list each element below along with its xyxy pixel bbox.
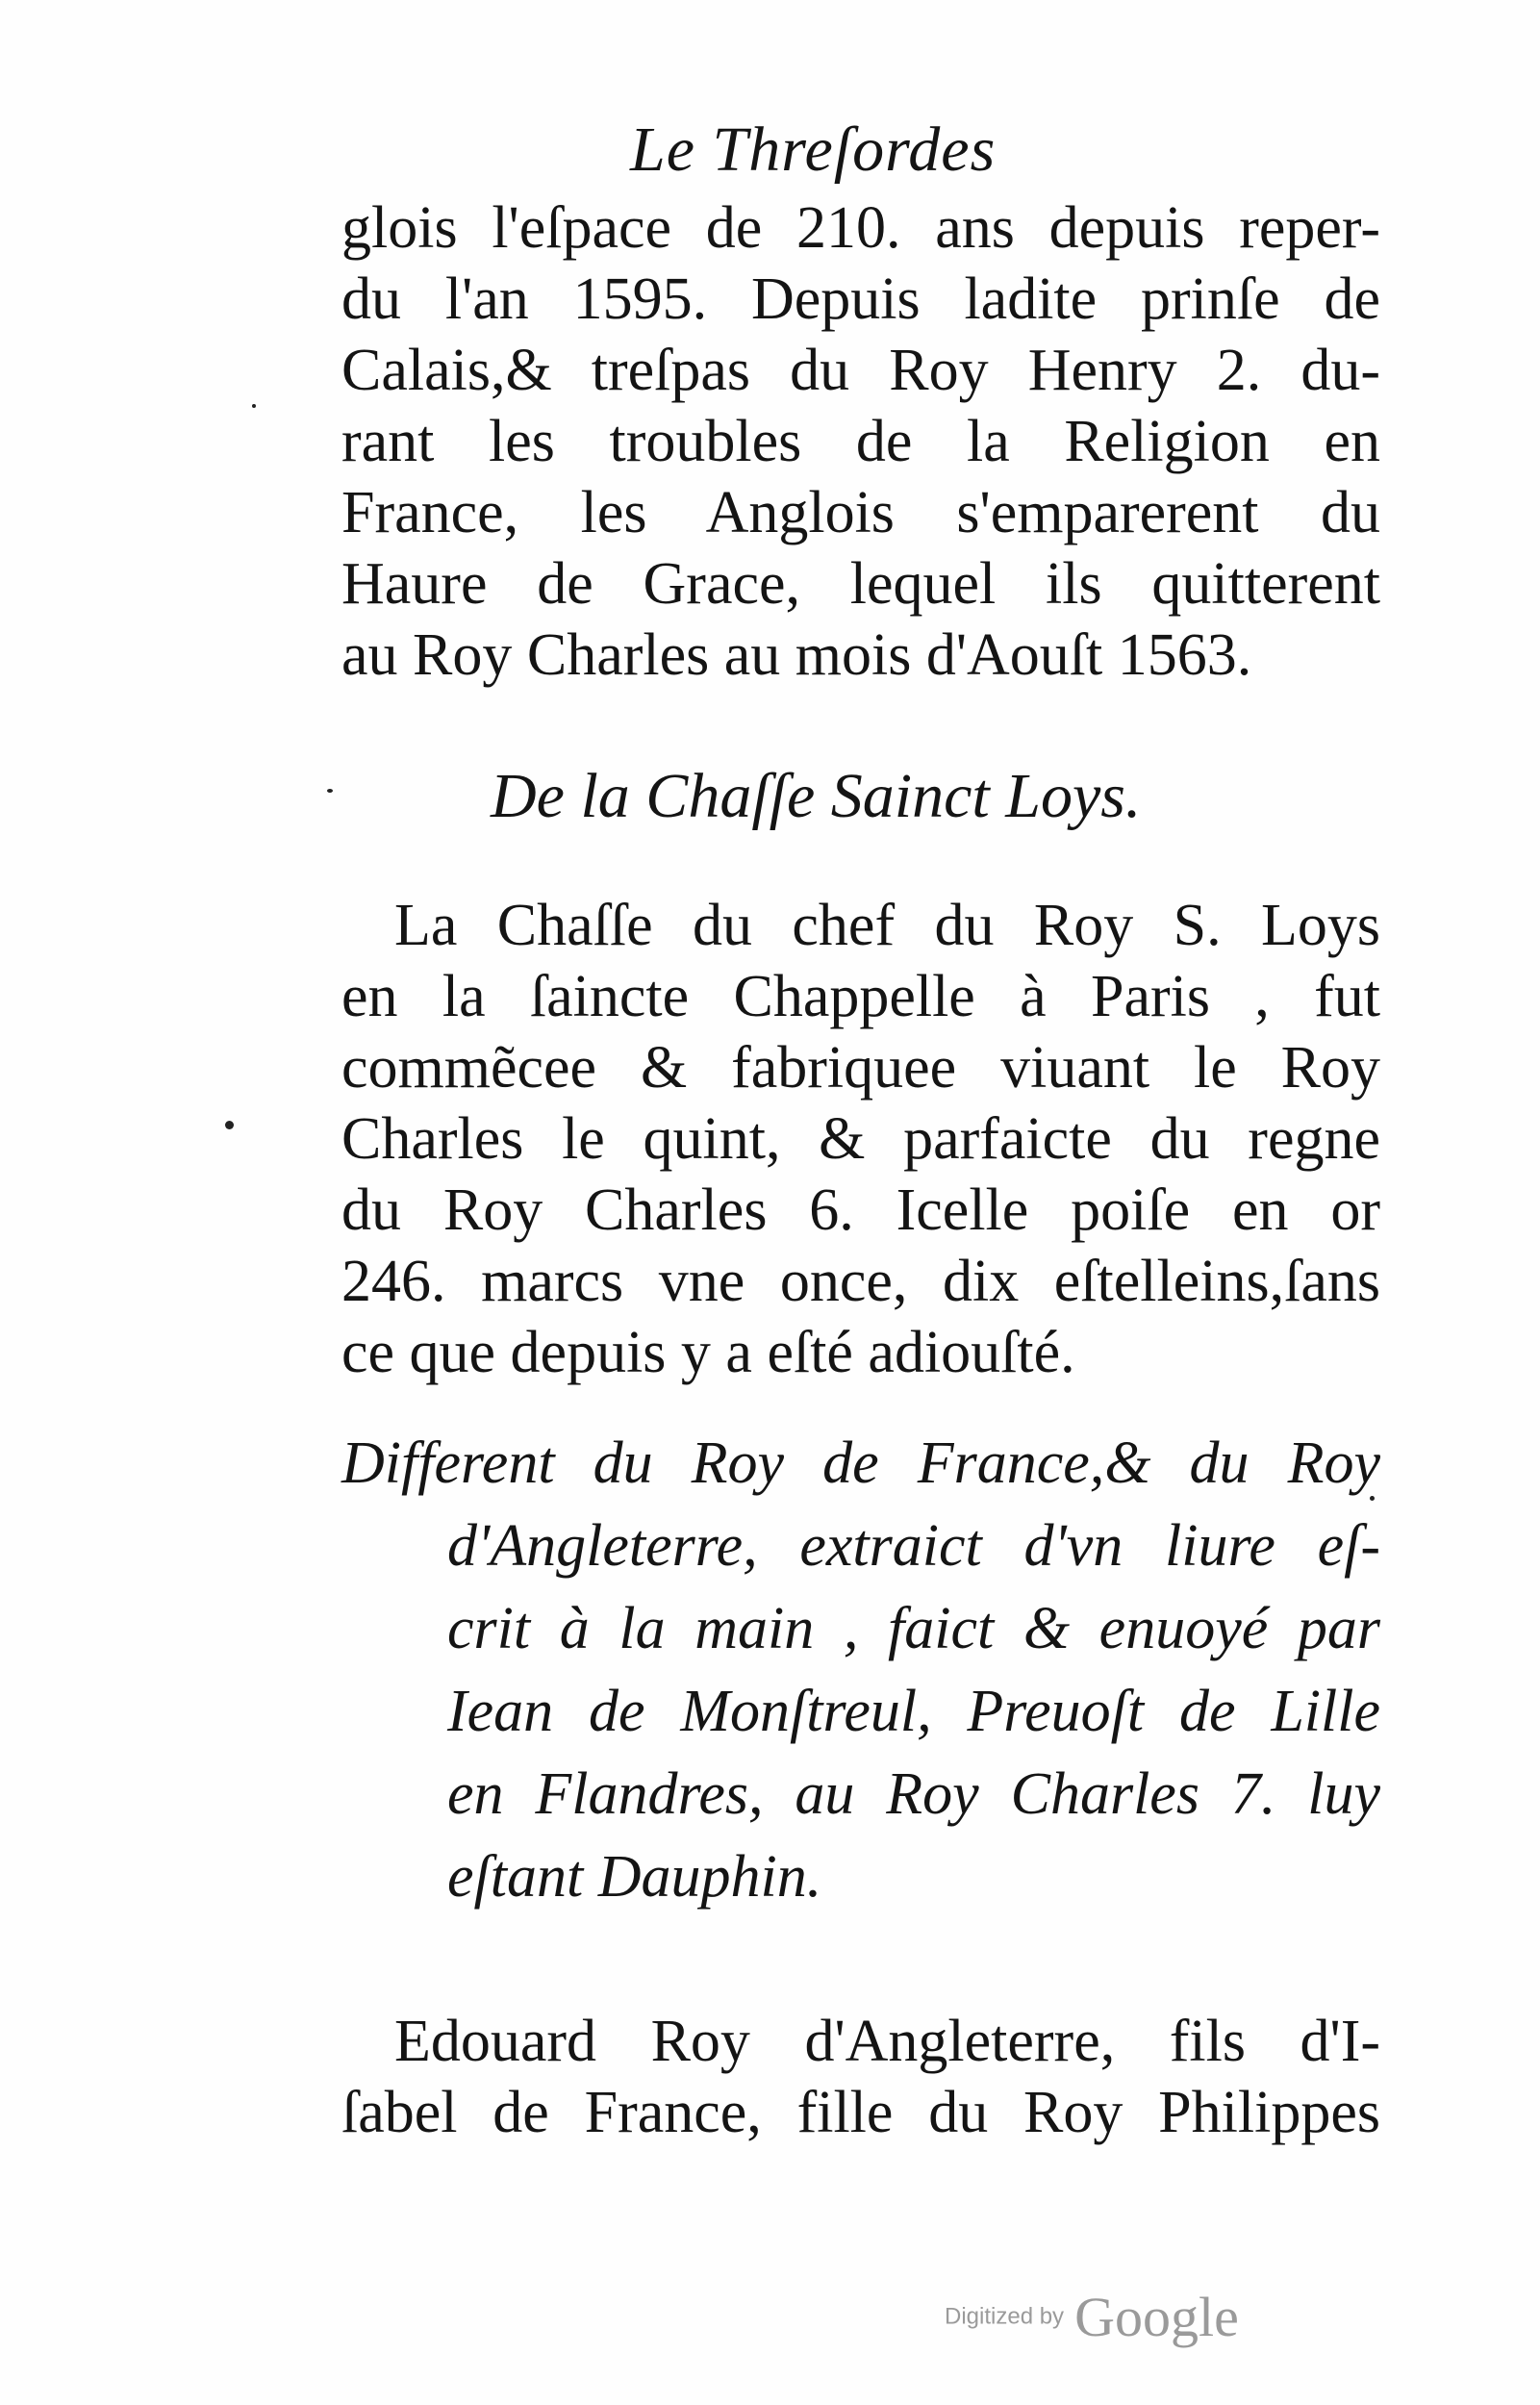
text-line: rant les troubles de la Religion en bbox=[341, 409, 1380, 474]
text-line: en la ſaincte Chappelle à Paris , fut bbox=[341, 964, 1380, 1029]
text-line: France, les Anglois s'emparerent du bbox=[341, 480, 1380, 545]
scan-speck bbox=[327, 789, 333, 793]
text-line: ce que depuis y a eſté adiouſté. bbox=[341, 1320, 1075, 1385]
text-line: 246. marcs vne once, dix eſtelleins,ſans bbox=[341, 1249, 1380, 1314]
text-line: du Roy Charles 6. Icelle poiſe en or bbox=[341, 1177, 1380, 1243]
title-line: Iean de Monſtreul, Preuoſt de Lille bbox=[447, 1679, 1380, 1744]
scan-speck bbox=[225, 1121, 234, 1129]
scan-speck bbox=[252, 404, 256, 408]
paragraph-3 bbox=[341, 2006, 1380, 2148]
text-line: au Roy Charles au mois d'Aouſt 1563. bbox=[341, 622, 1252, 688]
title-line: en Flandres, au Roy Charles 7. luy bbox=[447, 1761, 1380, 1827]
scan-speck bbox=[1370, 1496, 1375, 1501]
section-heading: De la Chaſſe Sainct Loys. bbox=[491, 761, 1142, 831]
text-line: Charles le quint, & parfaicte du regne bbox=[341, 1106, 1380, 1172]
google-logo: Google bbox=[1074, 2286, 1239, 2348]
paragraph-1 bbox=[341, 192, 1380, 691]
text-line: du l'an 1595. Depuis ladite prinſe de bbox=[341, 266, 1380, 332]
title-line: crit à la main , faict & enuoyé par bbox=[447, 1596, 1380, 1661]
title-line: Different du Roy de France,& du Roy bbox=[341, 1430, 1380, 1496]
title-line: d'Angleterre, extraict d'vn liure eſ- bbox=[447, 1513, 1380, 1579]
title-line: eſtant Dauphin. bbox=[447, 1844, 822, 1910]
watermark-prefix: Digitized by bbox=[945, 2303, 1065, 2330]
text-line: La Chaſſe du chef du Roy S. Loys bbox=[394, 893, 1380, 958]
text-line: Edouard Roy d'Angleterre, fils d'I- bbox=[394, 2009, 1380, 2074]
text-line: glois l'eſpace de 210. ans depuis reper- bbox=[341, 195, 1380, 261]
section-title bbox=[341, 1422, 1380, 1918]
digitized-watermark bbox=[945, 2285, 1239, 2349]
text-line: Calais,& treſpas du Roy Henry 2. du- bbox=[341, 338, 1380, 403]
text-line: commẽcee & fabriquee viuant le Roy bbox=[341, 1035, 1380, 1101]
running-head: Le Threſordes bbox=[630, 114, 997, 185]
text-line: Haure de Grace, lequel ils quitterent bbox=[341, 551, 1380, 617]
text-line: ſabel de France, fille du Roy Philippes bbox=[341, 2080, 1380, 2145]
paragraph-2 bbox=[341, 890, 1380, 1388]
